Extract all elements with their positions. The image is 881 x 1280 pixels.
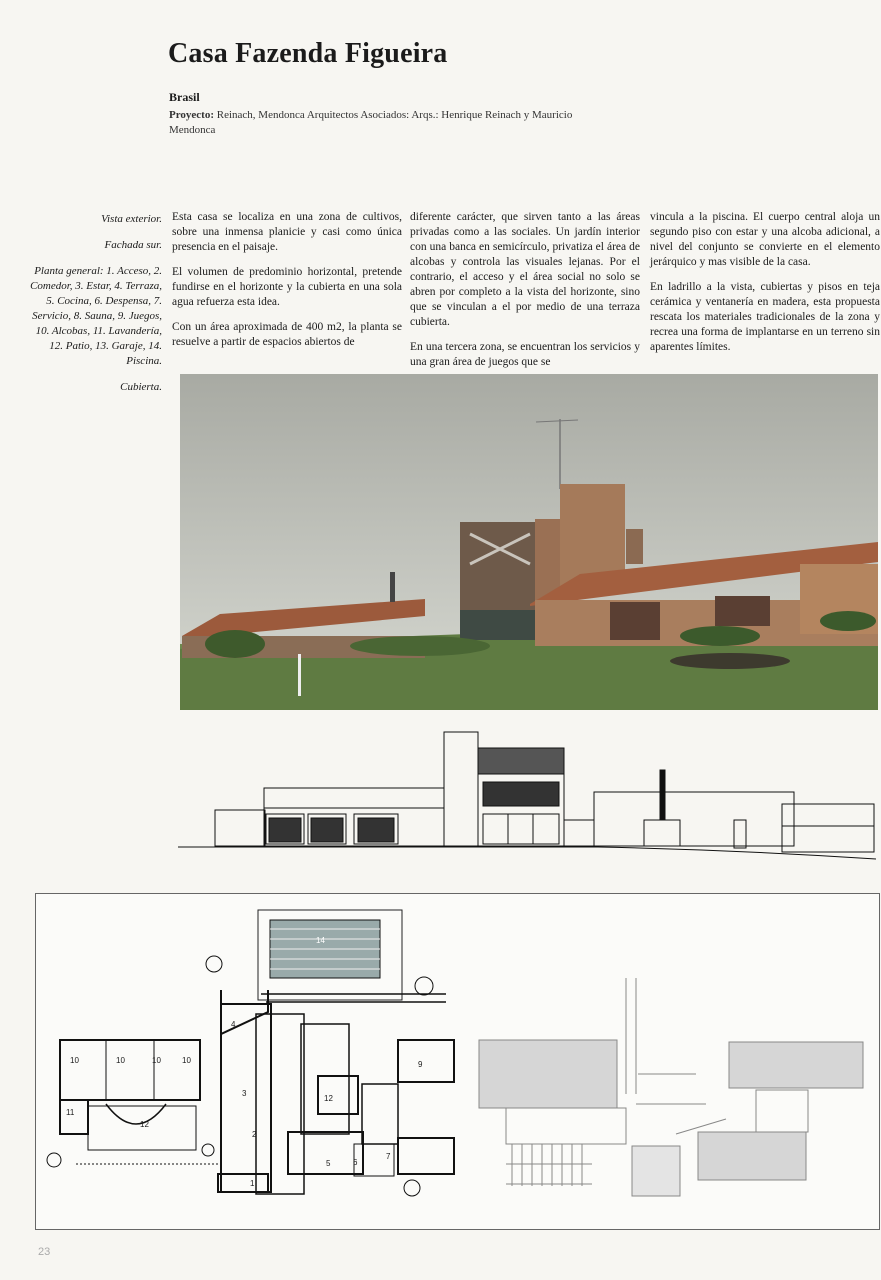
plan-label-7: 7 [386,1152,391,1161]
plan-label-10c: 10 [152,1056,161,1065]
text-column-3 [650,210,880,365]
south-elevation-drawing [178,728,878,868]
paragraph: Con un área aproximada de 400 m2, la planta se resuelve a partir de espacios abiertos de [172,321,402,348]
page-title: Casa Fazenda Figueira [168,38,448,69]
plan-label-2: 2 [252,1130,257,1139]
caption-vista: Vista exterior. [101,213,162,225]
caption-cubierta: Cubierta. [120,381,162,393]
plan-label-5: 5 [326,1159,331,1168]
plan-label-4: 4 [231,1020,236,1029]
plan-label-11: 11 [66,1108,75,1117]
country-label: Brasil [169,90,200,104]
plan-label-6: 6 [353,1158,358,1167]
plan-label-12a: 12 [140,1120,149,1129]
paragraph: Esta casa se localiza en una zona de cultivos, sobre una inmensa planicie y casi como única presencia en el paisaje. [172,211,402,253]
plan-label-9: 9 [418,1060,423,1069]
exterior-photo [180,374,878,710]
exterior-photo-illustration [180,374,878,710]
project-label: Proyecto: [169,109,214,121]
paragraph: diferente carácter, que sirven tanto a las áreas privadas como a las sociales. Un jardín interior con una banca en semicírculo, privatiza el área de alcobas y controla las visuales lejanas. Por el contrario, el acceso y el área social no solo se abren por completo a la vista del horizonte, sino que se vinculan a el por medio de una terraza cubierta. [410,211,640,328]
paragraph: vincula a la piscina. El cuerpo central aloja un segundo piso con estar y una alcoba adicional, a nivel del conjunto se convierte en el elemento jerárquico y mas visible de la casa. [650,211,880,268]
floor-plan-lines [36,894,879,1229]
caption-planta: Planta general: 1. Acceso, 2. Comedor, 3. Estar, 4. Terraza, 5. Cocina, 6. Despensa, 7. Servicio, 8. Sauna, 9. Juegos, 10. Alcobas, 11. Lavandería, 12. Patio, 13. Garaje, 14. Piscina. [30,265,162,367]
page-number: 23 [38,1246,51,1258]
paragraph: En una tercera zona, se encuentran los servicios y una gran área de juegos que se [410,341,640,368]
text-column-1 [172,210,402,360]
paragraph: El volumen de predominio horizontal, pretende fundirse en el horizonte y la cubierta en una sola agua refuerza esta idea. [172,266,402,308]
plan-label-10b: 10 [116,1056,125,1065]
caption-fachada: Fachada sur. [104,239,162,251]
project-credits [169,108,589,138]
figure-captions [20,212,162,406]
plan-label-12b: 12 [324,1094,333,1103]
plan-label-10d: 10 [182,1056,191,1065]
plan-label-14: 14 [316,936,325,945]
paragraph: En ladrillo a la vista, cubiertas y pisos en teja cerámica y ventanería en madera, esta propuesta rescata los materiales tradicionales de la zona y recrea una forma de implantarse en un terreno sin aparentes límites. [650,281,880,353]
text-column-2 [410,210,640,380]
project-text: Reinach, Mendonca Arquitectos Asociados: Arqs.: Henrique Reinach y Mauricio Mendonca [169,109,573,136]
south-elevation-lines [178,728,878,868]
plan-label-3: 3 [242,1089,247,1098]
plan-label-10a: 10 [70,1056,79,1065]
plan-and-roof-drawings [35,893,880,1230]
plan-label-1: 1 [250,1179,255,1188]
